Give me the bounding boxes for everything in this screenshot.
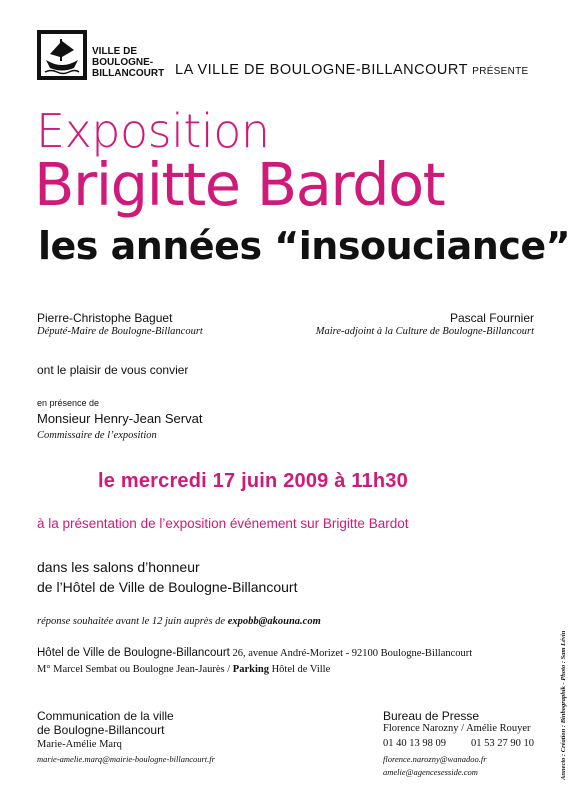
curator-name: Monsieur Henry-Jean Servat — [37, 411, 203, 426]
title-exposition: Exposition — [36, 104, 270, 158]
title-bardot: Brigitte Bardot — [34, 150, 445, 219]
address-place: Hôtel de Ville de Boulogne-Billancourt — [37, 647, 230, 659]
presents-word: PRÉSENTE — [472, 66, 529, 77]
press-names: Florence Narozny / Amélie Rouyer — [383, 723, 531, 734]
city-logo — [37, 30, 87, 80]
address-line-1 — [37, 645, 472, 662]
curator-role: Commissaire de l’exposition — [37, 430, 157, 441]
city-name-block — [92, 46, 164, 79]
communication-email[interactable]: marie-amelie.marq@mairie-boulogne-billancourt.fr — [37, 754, 215, 764]
event-place-line-2: de l’Hôtel de Ville de Boulogne-Billancourt — [37, 579, 298, 595]
event-date: le mercredi 17 juin 2009 à 11h30 — [98, 470, 408, 492]
address-street: 26, avenue André-Morizet - 92100 Boulogne-Billancourt — [229, 648, 473, 659]
communication-line-2: de Boulogne-Billancourt — [37, 723, 165, 737]
invite-text: ont le plaisir de vous convier — [37, 363, 189, 377]
communication-line-1: Communication de la ville — [37, 709, 174, 723]
press-email-2[interactable]: amelie@agencesesside.com — [383, 767, 478, 777]
host-1-role: Député-Maire de Boulogne-Billancourt — [37, 326, 203, 337]
host-1-name: Pierre-Christophe Baguet — [37, 311, 173, 325]
address-metro: M° Marcel Sembat ou Boulogne Jean-Jaurès / — [37, 664, 233, 675]
address-parking-place: Hôtel de Ville — [268, 664, 331, 675]
city-line-2: BOULOGNE- — [92, 57, 154, 68]
press-email-1[interactable]: florence.narozny@wanadoo.fr — [383, 754, 487, 764]
ship-crest-icon — [37, 30, 87, 80]
event-presentation: à la présentation de l’exposition événement sur Brigitte Bardot — [37, 516, 409, 531]
credits-vertical: Annecto : Création : Binbographik - Photo : Sam Lévin — [560, 630, 567, 780]
address-block — [37, 645, 472, 678]
communication-contact: Marie-Amélie Marq — [37, 739, 122, 750]
title-subtitle: les années “insouciance” — [38, 224, 571, 268]
presents-main: LA VILLE DE BOULOGNE-BILLANCOURT — [175, 62, 468, 78]
rsvp-line — [37, 616, 321, 627]
address-line-2 — [37, 662, 472, 678]
press-tel-2: 01 53 27 90 10 — [471, 738, 534, 749]
city-line-1: VILLE DE — [92, 46, 138, 57]
presence-intro: en présence de — [37, 398, 100, 408]
city-line-3: BILLANCOURT — [92, 68, 165, 79]
host-2-name: Pascal Fournier — [449, 311, 534, 325]
rsvp-email[interactable]: expobb@akouna.com — [227, 616, 321, 627]
address-parking-label: Parking — [232, 664, 269, 675]
press-tel-1: 01 40 13 98 09 — [383, 738, 446, 749]
event-place-line-1: dans les salons d’honneur — [37, 559, 200, 575]
communication-title — [37, 709, 174, 737]
rsvp-text: réponse souhaitée avant le 12 juin auprès de — [37, 616, 226, 627]
presents-line — [175, 62, 529, 78]
host-2-role: Maire-adjoint à la Culture de Boulogne-Billancourt — [315, 326, 534, 337]
event-place — [37, 557, 297, 597]
press-title: Bureau de Presse — [383, 709, 480, 723]
